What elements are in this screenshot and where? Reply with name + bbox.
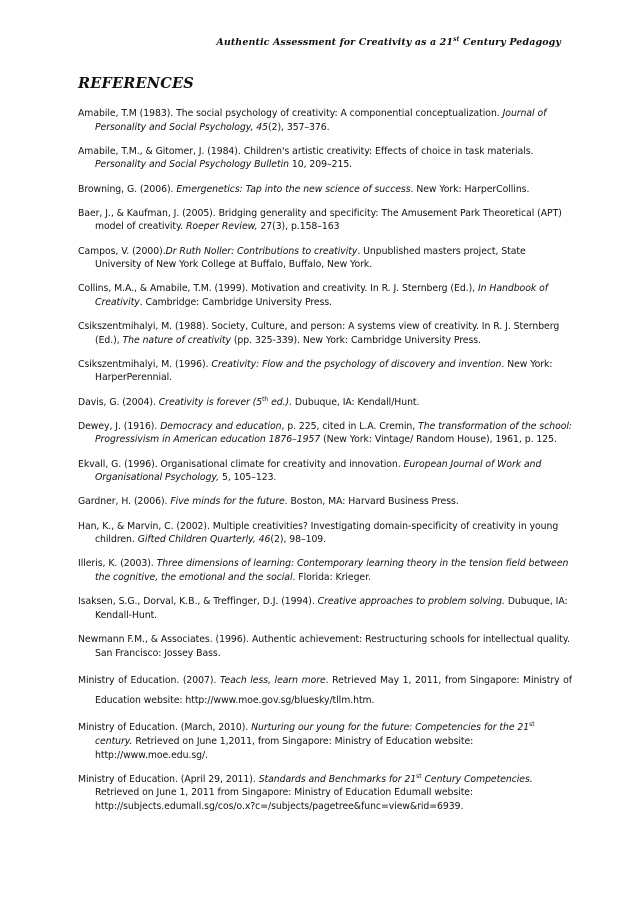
- reference-item: Csikszentmihalyi, M. (1996). Creativity: Flow and the psychology of discovery and invention. New York: HarperPerennial.: [78, 358, 553, 384]
- header-text-end: Century Pedagogy: [459, 37, 561, 49]
- reference-item: Ministry of Education. (March, 2010). Nurturing our young for the future: Competencies for the 21st century. Retrieved on June 1,2011, from Singapore: Ministry of Education website: http://www.moe.edu.sg/.: [78, 721, 535, 761]
- reference-item: Ministry of Education. (2007). Teach less, learn more. Retrieved May 1, 2011, from Singapore: Ministry of Education website: http://www.moe.gov.sg/bluesky/tllm.htm.: [78, 674, 572, 706]
- reference-item: Illeris, K. (2003). Three dimensions of learning: Contemporary learning theory in the tension field between the cognitive, the emotional and the social. Florida: Krieger.: [78, 558, 569, 583]
- reference-item: Amabile, T.M., & Gitomer, J. (1984). Children's artistic creativity: Effects of choice in task materials. Personality and Social Psychology Bulletin 10, 209–215.: [78, 145, 534, 171]
- reference-item: Ministry of Education. (April 29, 2011). Standards and Benchmarks for 21st Century Competencies. Retrieved on June 1, 2011 from Singapore: Ministry of Education Edumall website: http://subjects.edumall.sg/cos/o.x?c=/subjects/pagetree&func=view&rid=6939.: [78, 772, 533, 812]
- reference-item: Csikszentmihalyi, M. (1988). Society, Culture, and person: A systems view of creativity. In R. J. Sternberg (Ed.), The nature of creativity (pp. 325-339). New York: Cambridge University Press.: [78, 321, 560, 346]
- reference-item: Collins, M.A., & Amabile, T.M. (1999). Motivation and creativity. In R. J. Sternberg (Ed.), In Handbook of Creativity. Cambridge: Cambridge University Press.: [78, 283, 548, 308]
- reference-item: Dewey, J. (1916). Democracy and education, p. 225, cited in L.A. Cremin, The transformation of the school: Progressivism in American education 1876–1957 (New York: Vintage/ Random House), 1961, p. 125.: [78, 420, 572, 446]
- reference-item: Davis, G. (2004). Creativity is forever (5th ed.). Dubuque, IA: Kendall/Hunt.: [78, 395, 420, 408]
- reference-item: Browning, G. (2006). Emergenetics: Tap into the new science of success. New York: HarperCollins.: [78, 183, 530, 195]
- running-header: [216, 36, 561, 48]
- reference-item: Baer, J., & Kaufman, J. (2005). Bridging generality and specificity: The Amusement Park Theoretical (APT) model of creativity. Roeper Review, 27(3), p.158–163: [78, 207, 562, 233]
- section-title: REFERENCES: [78, 75, 194, 92]
- reference-item: Han, K., & Marvin, C. (2002). Multiple creativities? Investigating domain-specificity of creativity in young children. Gifted Children Quarterly, 46(2), 98–109.: [78, 520, 559, 546]
- reference-item: Ekvall, G. (1996). Organisational climate for creativity and innovation. European Journal of Work and Organisational Psychology, 5, 105–123.: [78, 458, 542, 484]
- header-text: Authentic Assessment for Creativity as a 21: [216, 37, 454, 49]
- reference-item: Campos, V. (2000).Dr Ruth Noller: Contributions to creativity. Unpublished masters project, State University of New York College at Buffalo, Buffalo, New York.: [78, 245, 526, 271]
- reference-item: Isaksen, S.G., Dorval, K.B., & Treffinger, D.J. (1994). Creative approaches to problem solving. Dubuque, IA: Kendall-Hunt.: [78, 596, 568, 621]
- reference-item: Gardner, H. (2006). Five minds for the future. Boston, MA: Harvard Business Press.: [78, 496, 459, 508]
- reference-list: [78, 107, 572, 824]
- reference-item: Newmann F.M., & Associates. (1996). Authentic achievement: Restructuring schools for intellectual quality. San Francisco: Jossey Bass.: [78, 633, 570, 659]
- header-superscript: st: [453, 36, 460, 43]
- reference-item: Amabile, T.M (1983). The social psychology of creativity: A componential conceptualization. Journal of Personality and Social Psychology, 45(2), 357–376.: [78, 108, 547, 133]
